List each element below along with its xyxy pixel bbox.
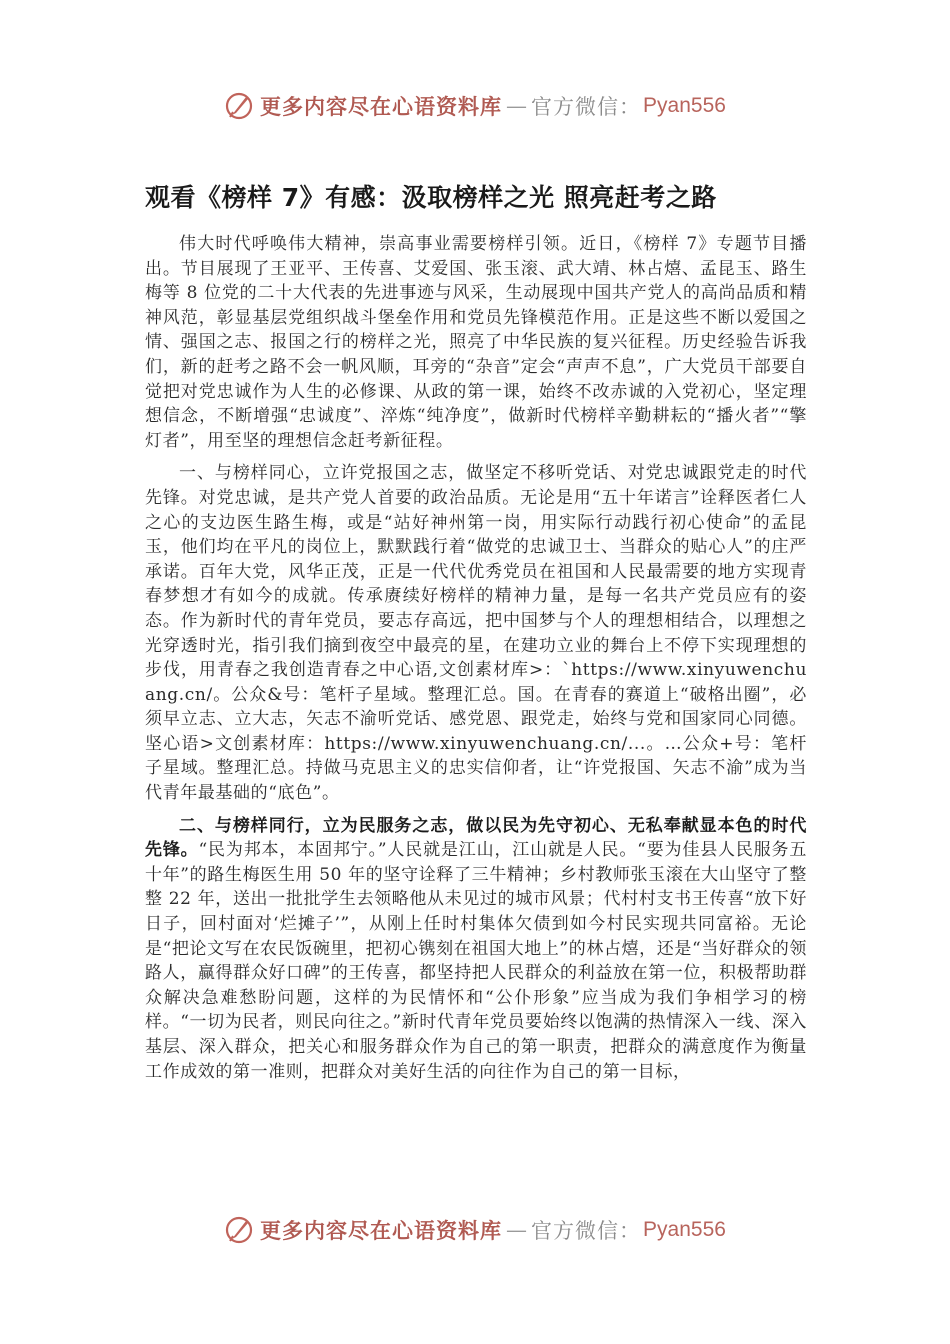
banner-brand: 更多内容尽在心语资料库: [260, 1218, 503, 1243]
quill-logo-icon: [224, 91, 254, 121]
footer-banner: [0, 1210, 950, 1250]
banner-brand: 更多内容尽在心语资料库: [260, 94, 503, 119]
section-heading: 二、与榜样同行，立为民服务之志，做以民为先守初心、无私奉献显本色的时代先锋。: [145, 815, 807, 861]
paragraph-text: 一、与榜样同心，立许党报国之志，做坚定不移听党话、对党忠诚跟党走的时代先锋。对党忠诚，是共产党人首要的政治品质。无论是用“五十年诺言”诠释医者仁人之心的支边医生路生梅，或是“站好神州第一岗，用实际行动践行初心使命”的孟昆玉，他们均在平凡的岗位上，默默践行着“做党的忠诚卫士、当群众的贴心人”的庄严承诺。百年大党，风华正茂，正是一代代优秀党员在祖国和人民最需要的地方实现青春梦想才有如今的成就。传承赓续好榜样的精神力量，是每一名共产党员应有的姿态。作为新时代的青年党员，要志存高远，把中国梦与个人的理想相结合，以理想之光穿透时光，指引我们摘到夜空中最亮的星，在建功立业的舞台上不停下实现理想的步伐，用青春之我创造青春之中心语,文创素材库>：`https://www.xinyuwenchuang.cn/。公众&号：笔杆子星域。整理汇总。国。在青春的赛道上“破格出圈”，必须早立志、立大志，矢志不渝听党话、感党恩、跟党走，始终与党和国家同心同德。坚心语>文创素材库：https://www.xinyuwenchuang.cn/...。…公众+号：笔杆子星域。整理汇总。持做马克思主义的忠实信仰者，让“许党报国、矢志不渝”成为当代青年最基础的“底色”。: [145, 463, 807, 804]
banner-account: Pyan556: [643, 94, 726, 117]
paragraph-section-1: [145, 461, 807, 805]
banner-separator: —: [506, 94, 528, 118]
article-title: 观看《榜样 7》有感：汲取榜样之光 照亮赶考之路: [145, 183, 717, 212]
quill-logo-icon: [224, 1215, 254, 1245]
banner-wechat-label: 官方微信：: [531, 1219, 642, 1243]
header-banner: [0, 86, 950, 126]
paragraph-section-2: [145, 814, 807, 1085]
paragraph-text: “民为邦本，本固邦宁。”人民就是江山，江山就是人民。“要为佳县人民服务五十年”的路生梅医生用 50 年的坚守诠释了三牛精神；乡村教师张玉滚在大山坚守了整整 22 年，送出一批批学生去领略他从未见过的城市风景；代村村支书王传喜“放下好日子，回村面对‘烂摊子’”，从刚上任时村集体欠债到如今村民实现共同富裕。无论是“把论文写在农民饭碗里，把初心镌刻在祖国大地上”的林占熺，还是“当好群众的领路人，赢得群众好口碑”的王传喜，都坚持把人民群众的利益放在第一位，积极帮助群众解决急难愁盼问题，这样的为民情怀和“公仆形象”应当成为我们争相学习的榜样。“一切为民者，则民向往之。”新时代青年党员要始终以饱满的热情深入一线、深入基层、深入群众，把关心和服务群众作为自己的第一职责，把群众的满意度作为衡量工作成效的第一准则，把群众对美好生活的向往作为自己的第一目标，: [145, 840, 807, 1082]
paragraph-intro: [145, 232, 807, 453]
paragraph-text: 伟大时代呼唤伟大精神，崇高事业需要榜样引领。近日，《榜样 7》专题节目播出。节目展现了王亚平、王传喜、艾爱国、张玉滚、武大靖、林占熺、孟昆玉、路生梅等 8 位党的二十大代表的先进事迹与风采，生动展现中国共产党人的高尚品质和精神风范，彰显基层党组织战斗堡垒作用和党员先锋模范作用。正是这些不断以爱国之情、强国之志、报国之行的榜样之光，照亮了中华民族的复兴征程。历史经验告诉我们，新的赶考之路不会一帆风顺，耳旁的“杂音”定会“声声不息”，广大党员干部要自觉把对党忠诚作为人生的必修课、从政的第一课，始终不改赤诚的入党初心，坚定理想信念，不断增强“忠诚度”、淬炼“纯净度”，做新时代榜样辛勤耕耘的“播火者”“擎灯者”，用至坚的理想信念赶考新征程。: [145, 234, 807, 451]
article-body: [145, 232, 807, 1092]
banner-wechat-label: 官方微信：: [531, 95, 642, 119]
banner-separator: —: [506, 1218, 528, 1242]
banner-account: Pyan556: [643, 1218, 726, 1241]
